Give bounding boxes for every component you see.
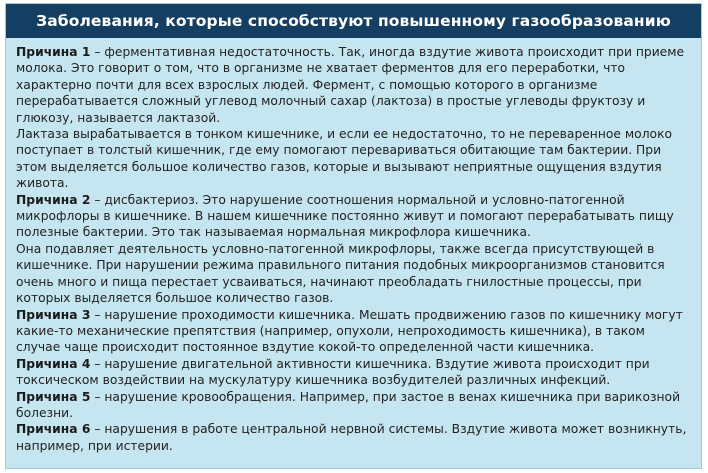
paragraph-text: Она подавляет деятельность условно-патогенной микрофлоры, также всегда присутствующей в кишечнике. При нарушении режима правильного питания подобных микроорганизмов становится очень много и пища перестает усваиваться, начинают преобладать гнилостные процессы, при которых выделяется большое количество газов.: [16, 241, 665, 306]
paragraph-text: – нарушение проходимости кишечника. Мешать продвижению газов по кишечнику могут какие-то механические препятствия (например, опухоли, непроходимость кишечника), в таком случае чаще происходит постоянное вздутие кокой-то определенной части кишечника.: [16, 307, 683, 355]
cause-label: Причина 1: [16, 45, 91, 59]
info-card: [5, 3, 702, 469]
paragraph-text: – нарушение кровообращения. Например, при застое в венах кишечника при варикозной болезни.: [16, 389, 681, 420]
paragraph-text: – дисбактериоз. Это нарушение соотношения нормальной и условно-патогенной микрофлоры в кишечнике. В нашем кишечнике постоянно живут и помогают перерабатывать пищу полезные бактерии. Это так называемая нормальная микрофлора кишечника.: [16, 192, 674, 240]
paragraph-text: – ферментативная недостаточность. Так, иногда вздутие живота происходит при приеме молока. Это говорит о том, что в организме не хватает ферментов для его переработки, что характерно почти для всех взрослых людей. Фермент, с помощью которого в организме перерабатывается сложный углевод молочный сахар (лактоза) в простые углеводы фруктозу и глюкозу, называется лактазой.: [16, 45, 685, 125]
paragraph-cause-4: [16, 356, 693, 389]
cause-label: Причина 6: [16, 422, 91, 437]
paragraph-cause-5: [16, 389, 693, 422]
paragraph-cause-6: [16, 421, 693, 454]
cause-label: Причина 4: [16, 356, 91, 371]
paragraph-text: – нарушения в работе центральной нервной системы. Вздутие живота может возникнуть, например, при истерии.: [16, 422, 687, 453]
paragraph-text: – нарушение двигательной активности кишечника. Вздутие живота происходит при токсическом воздействии на мускулатуру кишечника возбудителей различных инфекций.: [16, 356, 650, 388]
card-title: Заболевания, которые способствуют повышенному газообразованию: [6, 4, 701, 38]
cause-label: Причина 3: [16, 307, 91, 322]
paragraph-cause-2-detail: [16, 241, 693, 307]
paragraph-cause-3: [16, 307, 693, 356]
paragraph-cause-2: [16, 192, 693, 241]
cause-label: Причина 2: [16, 192, 91, 207]
paragraph-cause-1: [16, 44, 693, 126]
cause-label: Причина 5: [16, 389, 91, 404]
paragraph-cause-1-detail: [16, 126, 693, 192]
card-content: [6, 38, 701, 454]
paragraph-text: Лактаза вырабатывается в тонком кишечнике, и если ее недостаточно, то не переваренное молоко поступает в толстый кишечник, где ему помогают перевариваться обитающие там бактерии. При этом выделяется большое количество газов, которые и вызывают неприятные ощущения вздутия живота.: [16, 127, 673, 191]
